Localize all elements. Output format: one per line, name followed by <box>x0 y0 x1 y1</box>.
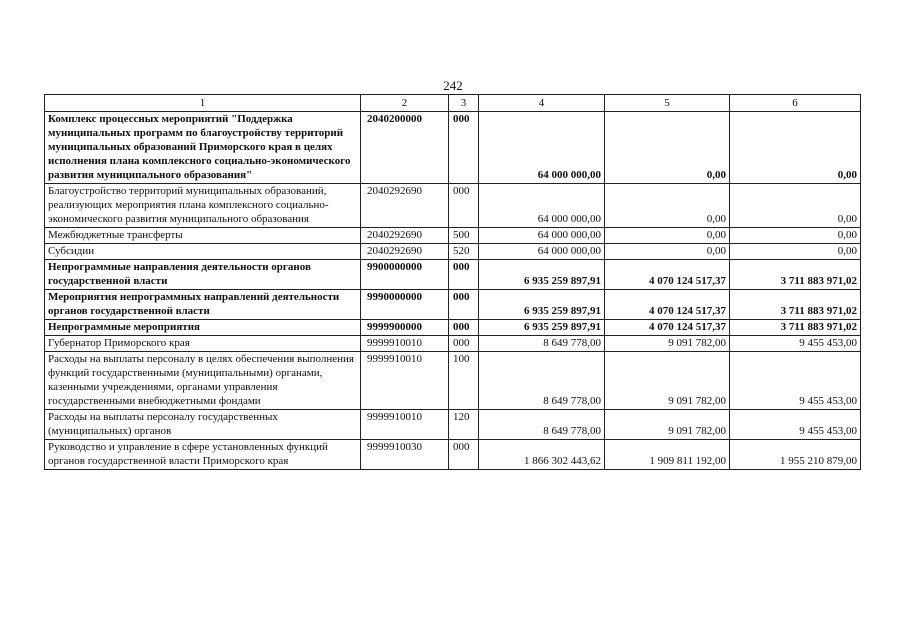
row-amount-3: 9 455 453,00 <box>730 336 861 352</box>
row-code: 2040292690 <box>361 228 449 244</box>
column-header-amount-3: 6 <box>730 95 861 112</box>
row-amount-1: 6 935 259 897,91 <box>479 320 605 336</box>
table-row <box>45 336 861 352</box>
row-type: 000 <box>449 290 479 320</box>
row-code: 2040292690 <box>361 184 449 228</box>
row-type: 000 <box>449 440 479 470</box>
row-name: Мероприятия непрограммных направлений деятельности органов государственной власти <box>45 290 361 320</box>
row-name: Непрограммные направления деятельности органов государственной власти <box>45 260 361 290</box>
table-row <box>45 244 861 260</box>
row-amount-3: 0,00 <box>730 228 861 244</box>
row-type: 520 <box>449 244 479 260</box>
table-row <box>45 440 861 470</box>
table-row <box>45 260 861 290</box>
row-amount-3: 9 455 453,00 <box>730 410 861 440</box>
row-type: 100 <box>449 352 479 410</box>
row-code: 9999910010 <box>361 410 449 440</box>
row-amount-2: 4 070 124 517,37 <box>605 320 730 336</box>
row-amount-1: 64 000 000,00 <box>479 112 605 184</box>
row-name: Комплекс процессных мероприятий "Поддержка муниципальных программ по благоустройству территорий муниципальных образований Приморского края в целях исполнения плана комплексного социально-экономического развития муниципального образования" <box>45 112 361 184</box>
row-amount-1: 1 866 302 443,62 <box>479 440 605 470</box>
row-type: 000 <box>449 336 479 352</box>
row-code: 9999910010 <box>361 336 449 352</box>
table-body <box>45 95 861 470</box>
row-amount-2: 9 091 782,00 <box>605 410 730 440</box>
row-amount-1: 8 649 778,00 <box>479 410 605 440</box>
table-row <box>45 228 861 244</box>
row-amount-2: 0,00 <box>605 228 730 244</box>
row-amount-1: 64 000 000,00 <box>479 184 605 228</box>
row-type: 120 <box>449 410 479 440</box>
table-row <box>45 112 861 184</box>
row-amount-3: 0,00 <box>730 112 861 184</box>
table-row <box>45 352 861 410</box>
budget-table <box>44 94 861 470</box>
row-amount-3: 3 711 883 971,02 <box>730 320 861 336</box>
row-amount-2: 9 091 782,00 <box>605 352 730 410</box>
column-header-amount-2: 5 <box>605 95 730 112</box>
row-amount-2: 1 909 811 192,00 <box>605 440 730 470</box>
row-amount-2: 9 091 782,00 <box>605 336 730 352</box>
row-amount-1: 6 935 259 897,91 <box>479 290 605 320</box>
row-code: 9990000000 <box>361 290 449 320</box>
row-amount-3: 0,00 <box>730 244 861 260</box>
row-type: 000 <box>449 112 479 184</box>
row-amount-1: 8 649 778,00 <box>479 352 605 410</box>
row-code: 9999910010 <box>361 352 449 410</box>
column-header-type: 3 <box>449 95 479 112</box>
column-header-amount-1: 4 <box>479 95 605 112</box>
row-code: 2040292690 <box>361 244 449 260</box>
column-header-code: 2 <box>361 95 449 112</box>
row-name: Расходы на выплаты персоналу в целях обеспечения выполнения функций государственными (муниципальными) органами, казенными учреждениями, органами управления государственными внебюджетными фондами <box>45 352 361 410</box>
row-name: Субсидии <box>45 244 361 260</box>
row-amount-3: 0,00 <box>730 184 861 228</box>
row-name: Губернатор Приморского края <box>45 336 361 352</box>
row-name: Руководство и управление в сфере установленных функций органов государственной власти Приморского края <box>45 440 361 470</box>
row-code: 9900000000 <box>361 260 449 290</box>
table-row <box>45 184 861 228</box>
row-amount-1: 64 000 000,00 <box>479 244 605 260</box>
table-row <box>45 410 861 440</box>
row-amount-3: 3 711 883 971,02 <box>730 260 861 290</box>
row-type: 500 <box>449 228 479 244</box>
row-amount-2: 0,00 <box>605 244 730 260</box>
column-header-name: 1 <box>45 95 361 112</box>
row-type: 000 <box>449 320 479 336</box>
row-name: Расходы на выплаты персоналу государственных (муниципальных) органов <box>45 410 361 440</box>
table-row <box>45 320 861 336</box>
row-amount-3: 3 711 883 971,02 <box>730 290 861 320</box>
row-amount-1: 6 935 259 897,91 <box>479 260 605 290</box>
row-type: 000 <box>449 260 479 290</box>
row-type: 000 <box>449 184 479 228</box>
row-code: 2040200000 <box>361 112 449 184</box>
row-amount-1: 64 000 000,00 <box>479 228 605 244</box>
row-amount-2: 4 070 124 517,37 <box>605 260 730 290</box>
row-amount-2: 0,00 <box>605 184 730 228</box>
row-name: Благоустройство территорий муниципальных образований, реализующих мероприятия плана комплексного социально-экономического развития муниципального образования <box>45 184 361 228</box>
row-amount-3: 1 955 210 879,00 <box>730 440 861 470</box>
row-code: 9999910030 <box>361 440 449 470</box>
row-amount-2: 0,00 <box>605 112 730 184</box>
row-amount-1: 8 649 778,00 <box>479 336 605 352</box>
row-amount-3: 9 455 453,00 <box>730 352 861 410</box>
row-code: 9999900000 <box>361 320 449 336</box>
table-header-row <box>45 95 861 112</box>
row-amount-2: 4 070 124 517,37 <box>605 290 730 320</box>
table-row <box>45 290 861 320</box>
page-number: 242 <box>443 78 463 93</box>
row-name: Непрограммные мероприятия <box>45 320 361 336</box>
row-name: Межбюджетные трансферты <box>45 228 361 244</box>
